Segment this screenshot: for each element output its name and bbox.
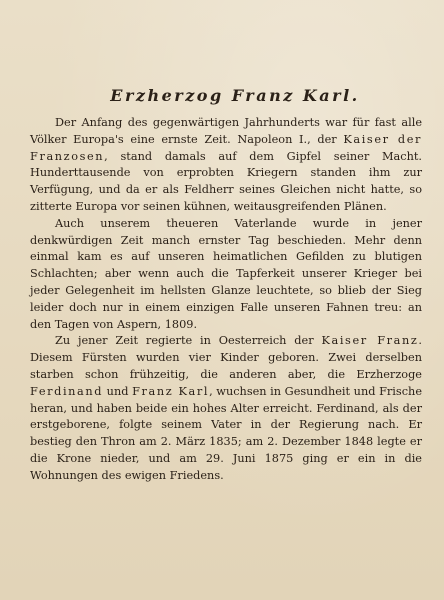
paragraph-3-text-c: und — [103, 384, 133, 398]
paragraph-1-text-b: , stand damals auf dem Gipfel seiner Macht. Hunderttausende von erprobten Kriegern standen ihm zur Verfügung, und da er als Feldherr seines Gleichen nicht hatte, so zitterte Europa vor seinen kühnen, weitausgreifenden Plänen. — [30, 149, 422, 213]
paragraph-1-spaced-name: Kaiser der Franzosen — [30, 132, 422, 163]
paragraph-3-spaced-emperor: Kaiser Franz — [321, 334, 419, 348]
paragraph-3-spaced-ferdinand: Ferdinand — [30, 384, 104, 398]
paragraph-3-spaced-franz-karl: Franz Karl — [132, 384, 210, 398]
paragraph-3-text-d: , wuchsen in Gesundheit und Frische heran, und haben beide ein hohes Alter erreicht. Ferdinand, als der erstgeborene, folgte seinem Vater in der Regierung nach. Er bestieg den Thron am 2. März 1835; am 2. Dezember 1848 legte er die Krone nieder, und am 29. Juni 1875 ging er ein in die Wohnungen des ewigen Friedens. — [30, 384, 423, 482]
paragraph-3-text-a: Zu jener Zeit regierte in Oesterreich der — [55, 334, 322, 348]
paragraph-3 — [30, 333, 422, 484]
chapter-title: Erzherzog Franz Karl. — [110, 86, 360, 105]
paragraph-2: Auch unserem theueren Vaterlande wurde in jener denkwürdigen Zeit manch ernster Tag beschieden. Mehr denn einmal kam es auf unseren heimatlichen Gefilden zu blutigen Schlachten; aber wenn auch die Tapferkeit unserer Krieger bei jeder Gelegenheit im hellsten Glanze leuchtete, so blieb der Sieg leider doch nur in einem einzigen Falle unseren Fahnen treu: an den Tagen von Aspern, 1809. — [30, 216, 422, 331]
paragraph-1-text-a: Der Anfang des gegenwärtigen Jahrhunderts war für fast alle Völker Europa's eine ernste Zeit. Napoleon I., der — [30, 116, 422, 146]
paragraph-3-text-b: . Diesem Fürsten wurden vier Kinder geboren. Zwei derselben starben schon frühzeitig, die anderen aber, die Erzherzoge — [30, 334, 422, 381]
paragraph-1 — [30, 115, 422, 216]
